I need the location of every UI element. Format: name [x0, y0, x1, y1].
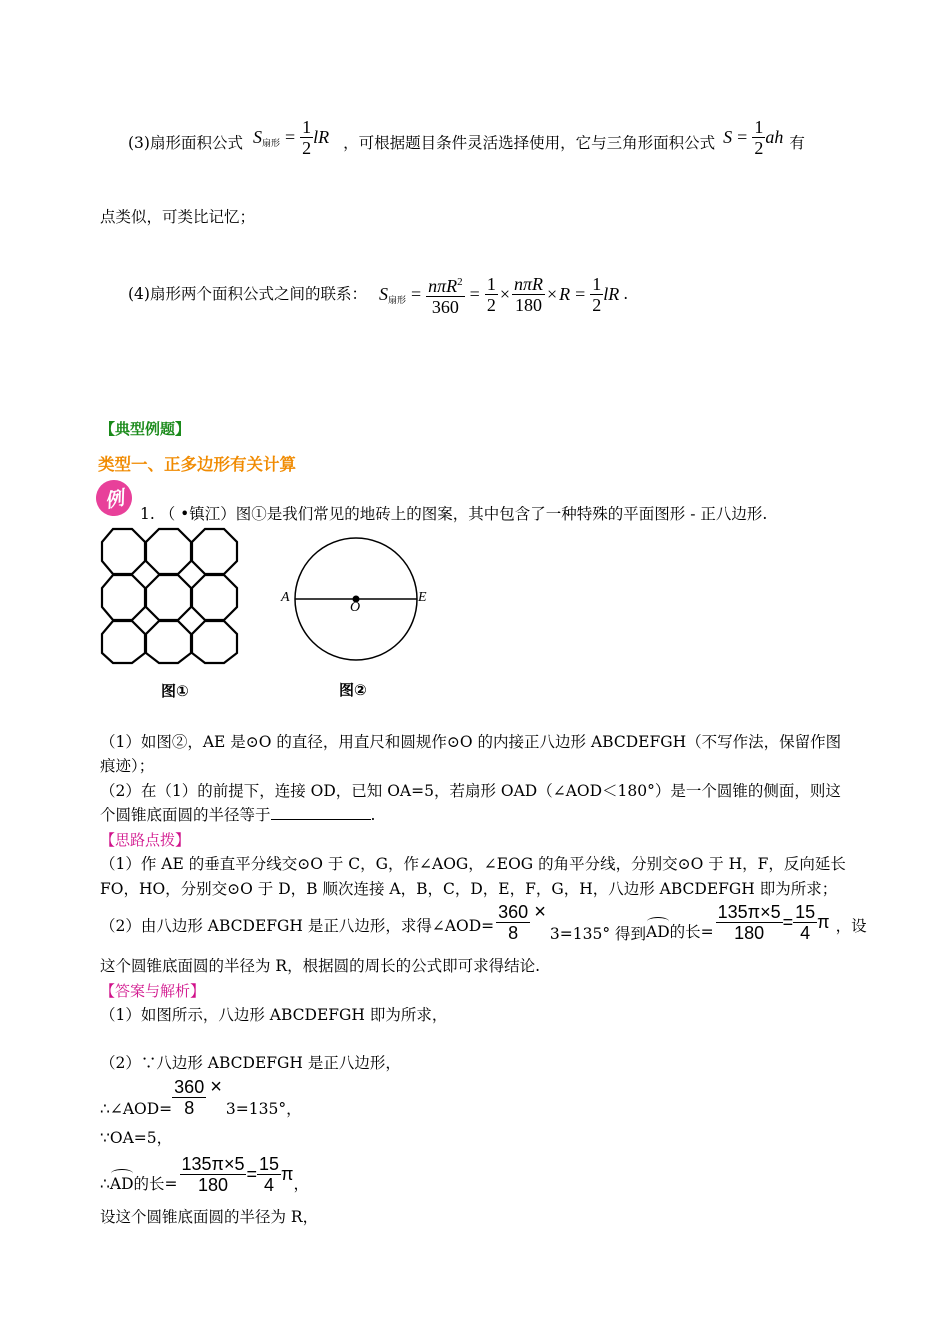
hint-line-2: FO，HO，分别交⊙O 于 D，B 顺次连接 A，B，C，D，E，F，G，H，八边形 ABCDEFGH 即为所求； [100, 880, 838, 898]
answer-line-5: ∴ AD 的长= $\frac{135\pi\times 5}{180}$ = $\frac{15}{4}$ π ， [100, 1153, 309, 1195]
label-a: A [281, 590, 290, 605]
p3-prefix: (3)扇形面积公式 [128, 134, 243, 152]
answer-line-3: ∴∠AOD= $\frac{360}{8}$ × 3=135°， [100, 1076, 302, 1118]
label-o: O [350, 600, 361, 615]
p3-mid: ，可根据题目条件灵活选择使用，它与三角形面积公式 [343, 134, 716, 152]
triangle-area-formula: S = $\frac{1}{2}$ ah [723, 116, 784, 158]
p4-prefix: (4)扇形两个面积公式之间的联系： [128, 285, 367, 303]
typical-examples-heading: 【典型例题】 [100, 420, 191, 438]
answer-line-6: 设这个圆锥底面圆的半径为 R， [100, 1208, 319, 1226]
figure-2-caption: 图② [339, 681, 367, 699]
fraction-360-8: $\frac{360}{8}$ [498, 901, 529, 943]
p3-suffix: 有 [789, 134, 805, 152]
hint-line-3: （2）由八边形 ABCDEFGH 是正八边形，求得∠AOD= $\frac{360}{8}$ × 3=135° 得到 AD 的长= $\frac{135\pi\times 5}{180}$ = $\frac{15}{4}$ π ，设 [100, 901, 867, 943]
hint-line-1: （1）作 AE 的垂直平分线交⊙O 于 C，G，作∠AOG，∠EOG 的角平分线，分别交⊙O 于 H，F，反向延长 [100, 855, 846, 873]
sector-relation-formula: S 扇形 = $\frac{n\pi R^2}{360}$ = $\frac{1}{2}$ × $\frac{\text{nπR}}{180}$ × R = $\frac{1}{2}$ lR [378, 273, 620, 317]
answer-line-4: ∵OA=5， [100, 1129, 173, 1147]
subquestion-1-line-1: （1）如图②，AE 是⊙O 的直径，用直尺和圆规作⊙O 的内接正八边形 ABCDEFGH（不写作法，保留作图 [100, 733, 842, 751]
answer-arc-ad: AD [109, 1175, 134, 1193]
answer-line-2: （2）∵八边形 ABCDEFGH 是正八边形， [100, 1054, 401, 1072]
paragraph-3-cont: 点类似，可类比记忆； [100, 208, 256, 226]
paragraph-3 [128, 118, 805, 168]
arc-ad: AD [646, 923, 670, 941]
answer-fraction-135pi5-180: $\frac{135\pi\times 5}{180}$ [181, 1153, 245, 1195]
sector-area-formula: S 扇形 = $\frac{1}{2}$ lR [252, 116, 330, 158]
answer-blank [271, 805, 371, 820]
subquestion-1-line-2: 痕迹）； [100, 757, 155, 775]
label-e: E [418, 590, 427, 605]
fraction-135pi5-180: $\frac{135\pi\times 5}{180}$ [717, 901, 781, 943]
hint-line-4: 这个圆锥底面圆的半径为 R，根据圆的周长的公式即可求得结论. [100, 957, 541, 975]
fraction-15-4: $\frac{15}{4}$ [795, 901, 816, 943]
p4-suffix: . [623, 285, 629, 303]
answer-fraction-15-4: $\frac{15}{4}$ [259, 1153, 280, 1195]
figure-1-caption: 图① [161, 682, 189, 700]
question-1: 1. （ •镇江）图①是我们常见的地砖上的图案，其中包含了一种特殊的平面图形 - 正八边形. [140, 505, 768, 523]
figure-1-octagon-tiling [100, 527, 244, 665]
paragraph-4 [128, 268, 628, 320]
answer-fraction-360-8: $\frac{360}{8}$ [174, 1076, 205, 1118]
answer-heading: 【答案与解析】 [100, 982, 206, 1000]
example-badge: 例 [93, 477, 136, 520]
subquestion-2-line-2: 个圆锥底面圆的半径等于 . [100, 806, 376, 824]
type1-heading: 类型一、正多边形有关计算 [98, 455, 296, 474]
hint-heading: 【思路点拨】 [100, 831, 191, 849]
subquestion-2-line-1: （2）在（1）的前提下，连接 OD，已知 OA=5，若扇形 OAD（∠AOD＜180°）是一个圆锥的侧面，则这 [100, 782, 841, 800]
answer-line-1: （1）如图所示，八边形 ABCDEFGH 即为所求， [100, 1006, 448, 1024]
figure-2-circle [276, 527, 436, 662]
